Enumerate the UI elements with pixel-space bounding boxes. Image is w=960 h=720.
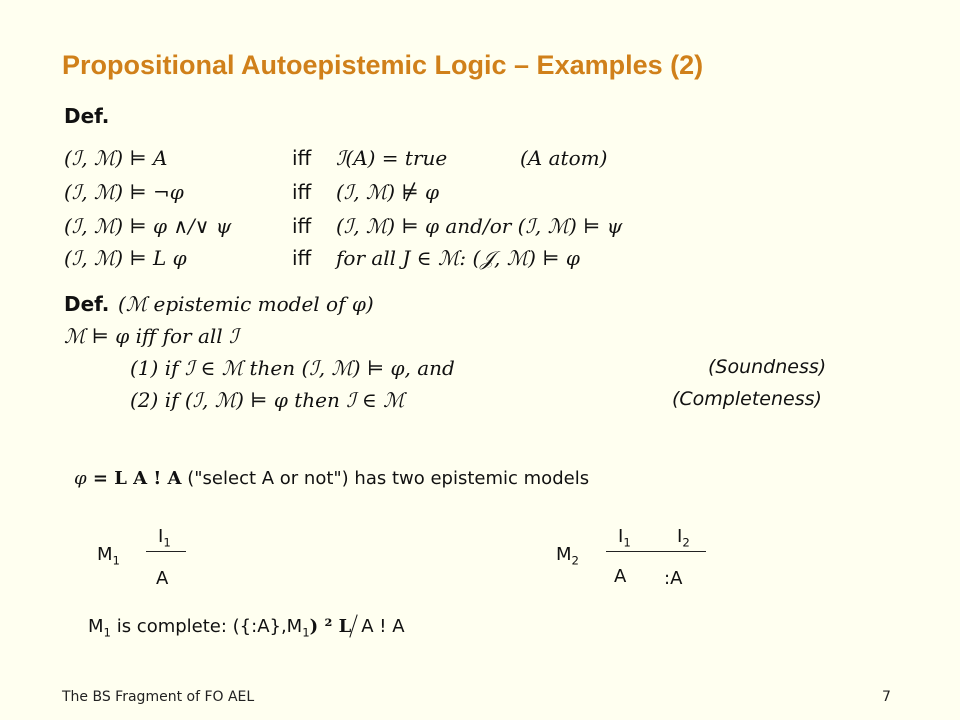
m1-col-header-sub: 1: [163, 535, 171, 550]
complete-text-c: A ! A: [361, 616, 405, 637]
m2-col1-header-text: I: [618, 526, 624, 547]
def1-row4-rhs: for all J ∈ ℳ: (𝒥, ℳ) ⊨ φ: [336, 246, 580, 270]
def-label-2: Def.: [64, 292, 110, 316]
def1-row4-lhs: (ℐ, ℳ) ⊨ L φ: [64, 246, 187, 270]
m2-col2-header-text: I: [677, 526, 683, 547]
def1-row1-lhs: (ℐ, ℳ) ⊨ A: [64, 146, 168, 170]
m1-cell: A: [156, 568, 169, 589]
m1-sub: 1: [112, 553, 120, 568]
def1-row3-rhs: (ℐ, ℳ) ⊨ φ and/or (ℐ, ℳ) ⊨ ψ: [336, 214, 623, 238]
def1-row4-iff: iff: [292, 246, 312, 270]
def2-item1: (1) if ℐ ∈ ℳ then (ℐ, ℳ) ⊨ φ, and: [130, 356, 455, 380]
complete-m: M: [88, 616, 104, 637]
page-number: 7: [882, 689, 891, 705]
def1-row3-lhs: (ℐ, ℳ) ⊨ φ ∧/∨ ψ: [64, 214, 232, 238]
def2-heading: (ℳ epistemic model of φ): [118, 292, 374, 316]
complete-text-sub: 1: [302, 625, 310, 640]
m1-col-header-text: I: [158, 526, 164, 547]
complete-text-b: ) ² L: [309, 616, 352, 637]
m1-divider: [146, 551, 186, 552]
def1-row3-iff: iff: [292, 214, 312, 238]
def1-row1-note: (A atom): [520, 146, 608, 170]
m2-col2-header-sub: 2: [682, 535, 690, 550]
complete-m-sub: 1: [103, 625, 111, 640]
m2-cell1: A: [614, 566, 627, 587]
m1-label: [97, 544, 120, 568]
def1-row2-lhs: (ℐ, ℳ) ⊨ ¬φ: [64, 180, 184, 204]
example-text: ("select A or not") has two epistemic models: [187, 468, 590, 489]
slide-title: Propositional Autoepistemic Logic – Examples (2): [62, 50, 704, 80]
def2-line1: ℳ ⊨ φ iff for all ℐ: [64, 324, 239, 348]
complete-text-a: is complete: ({:A},M: [110, 616, 303, 637]
def-label-1: Def.: [64, 104, 110, 128]
def1-row2-rhs: (ℐ, ℳ) ⊭ φ: [336, 180, 440, 204]
def1-row1-rhs: ℐ(A) = true: [336, 146, 448, 170]
m2-name: M: [556, 544, 572, 565]
m2-label: [556, 544, 579, 568]
footer-title: The BS Fragment of FO AEL: [62, 689, 255, 705]
def2-item1-note: (Soundness): [708, 356, 827, 378]
m2-col1-header-sub: 1: [623, 535, 631, 550]
def1-row2-iff: iff: [292, 180, 312, 204]
def2-item2: (2) if (ℐ, ℳ) ⊨ φ then ℐ ∈ ℳ: [130, 388, 405, 412]
example-line: [74, 468, 589, 489]
def1-row1-iff: iff: [292, 146, 312, 170]
completeness-line: [88, 616, 405, 640]
m2-cell2: :A: [664, 568, 683, 589]
m2-divider: [606, 551, 706, 552]
m1-name: M: [97, 544, 113, 565]
m2-sub: 2: [571, 553, 579, 568]
phi-symbol: φ: [74, 468, 87, 489]
def2-item2-note: (Completeness): [672, 388, 822, 410]
m2-col1-header: [618, 526, 631, 550]
m2-col2-header: [677, 526, 690, 550]
m1-col-header: [158, 526, 171, 550]
example-formula: = L A ! A: [86, 468, 182, 489]
